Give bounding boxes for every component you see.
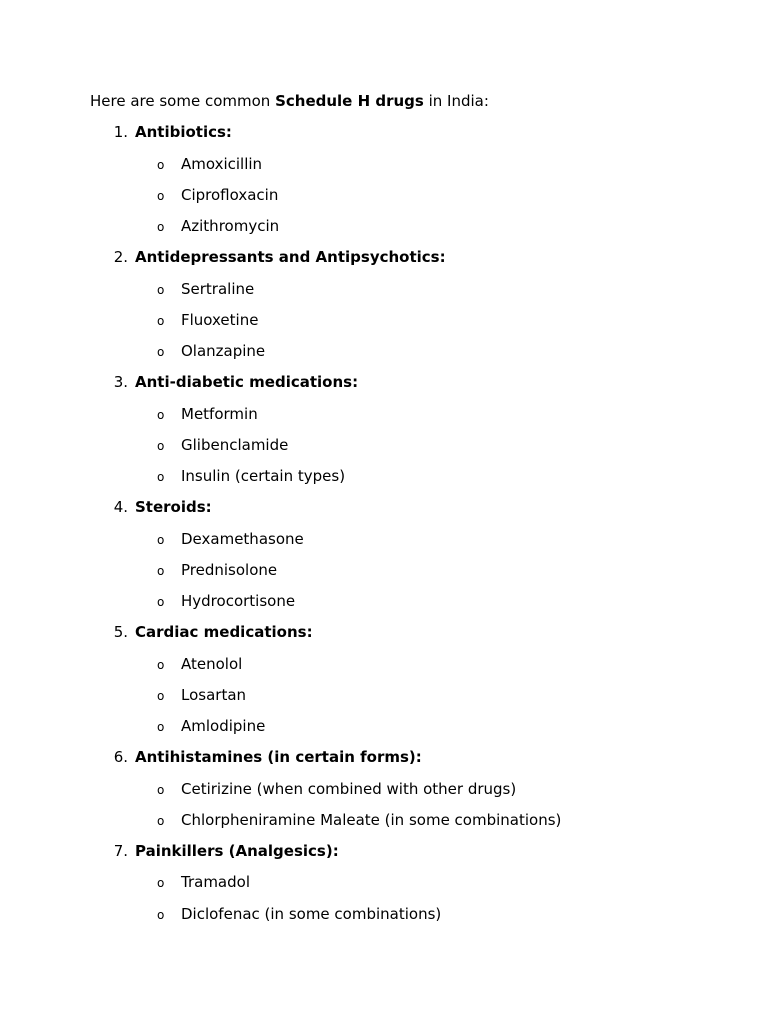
list-item	[90, 551, 730, 582]
drug-name: Tramadol	[181, 873, 250, 892]
category-heading	[90, 363, 730, 394]
drug-name: Atenolol	[181, 654, 243, 673]
intro-prefix: Here are some common	[90, 92, 276, 110]
document-page	[90, 90, 730, 926]
drug-name: Losartan	[181, 685, 247, 704]
bullet-icon: o	[157, 470, 165, 484]
list-item	[90, 676, 730, 707]
drug-name: Amlodipine	[181, 717, 266, 735]
drug-name: Amoxicillin	[181, 154, 263, 173]
category-heading	[90, 613, 730, 644]
category-heading	[90, 113, 730, 144]
list-item	[90, 426, 730, 457]
bullet-icon: o	[157, 595, 165, 609]
category-label: Antibiotics:	[135, 123, 232, 142]
category-label: Cardiac medications:	[135, 623, 313, 642]
drug-name: Hydrocortisone	[181, 592, 296, 610]
list-item	[90, 207, 730, 238]
intro-paragraph	[90, 90, 730, 113]
bullet-icon: o	[157, 563, 165, 578]
category-heading	[90, 738, 730, 769]
drug-name: Dexamethasone	[181, 529, 304, 548]
list-item	[90, 457, 730, 488]
bullet-icon: o	[157, 876, 165, 891]
list-item	[90, 801, 730, 832]
list-number: 5.	[113, 623, 128, 642]
list-number: 2.	[113, 248, 128, 267]
bullet-icon: o	[157, 438, 165, 453]
drug-name: Cetirizine (when combined with other drugs)	[181, 779, 517, 798]
list-number: 6.	[113, 748, 128, 767]
list-item	[90, 863, 730, 894]
list-item	[90, 769, 730, 800]
category-heading	[90, 238, 730, 269]
drug-name: Diclofenac (in some combinations)	[181, 904, 442, 923]
drug-name: Ciprofloxacin	[181, 185, 279, 204]
bullet-icon: o	[157, 407, 165, 422]
list-item	[90, 707, 730, 738]
list-item	[90, 332, 730, 363]
bullet-icon: o	[157, 220, 165, 234]
list-item	[90, 894, 730, 925]
bullet-icon: o	[157, 688, 165, 703]
drug-name: Olanzapine	[181, 342, 266, 360]
intro-suffix: in India:	[423, 92, 489, 110]
drug-name: Prednisolone	[181, 560, 278, 579]
list-item	[90, 301, 730, 332]
drug-name: Fluoxetine	[181, 310, 259, 329]
intro-bold: Schedule H drugs	[275, 92, 424, 110]
category-heading	[90, 832, 730, 863]
drug-name: Insulin (certain types)	[181, 467, 346, 485]
drug-name: Sertraline	[181, 279, 255, 298]
bullet-icon: o	[157, 720, 165, 734]
bullet-icon: o	[157, 657, 165, 672]
drug-name: Chlorpheniramine Maleate (in some combinations)	[181, 810, 562, 829]
category-label: Antihistamines (in certain forms):	[135, 748, 422, 767]
list-number: 7.	[113, 842, 128, 860]
drug-name: Azithromycin	[181, 217, 280, 235]
bullet-icon: o	[157, 782, 165, 797]
bullet-icon: o	[157, 345, 165, 359]
list-item	[90, 394, 730, 425]
bullet-icon: o	[157, 813, 165, 828]
bullet-icon: o	[157, 188, 165, 203]
list-number: 1.	[113, 123, 128, 142]
bullet-icon: o	[157, 313, 165, 328]
list-number: 4.	[113, 498, 128, 517]
drug-name: Glibenclamide	[181, 435, 289, 454]
bullet-icon: o	[157, 907, 165, 922]
category-label: Anti-diabetic medications:	[135, 373, 359, 392]
drug-category-list	[90, 113, 730, 926]
list-item	[90, 269, 730, 300]
bullet-icon: o	[157, 532, 165, 547]
list-number: 3.	[113, 373, 128, 392]
list-item	[90, 519, 730, 550]
bullet-icon: o	[157, 282, 165, 297]
category-label: Steroids:	[135, 498, 212, 517]
category-label: Painkillers (Analgesics):	[135, 842, 339, 860]
list-item	[90, 144, 730, 175]
list-item	[90, 176, 730, 207]
category-label: Antidepressants and Antipsychotics:	[135, 248, 446, 267]
category-heading	[90, 488, 730, 519]
list-item	[90, 582, 730, 613]
drug-name: Metformin	[181, 404, 258, 423]
list-item	[90, 644, 730, 675]
bullet-icon: o	[157, 157, 165, 172]
